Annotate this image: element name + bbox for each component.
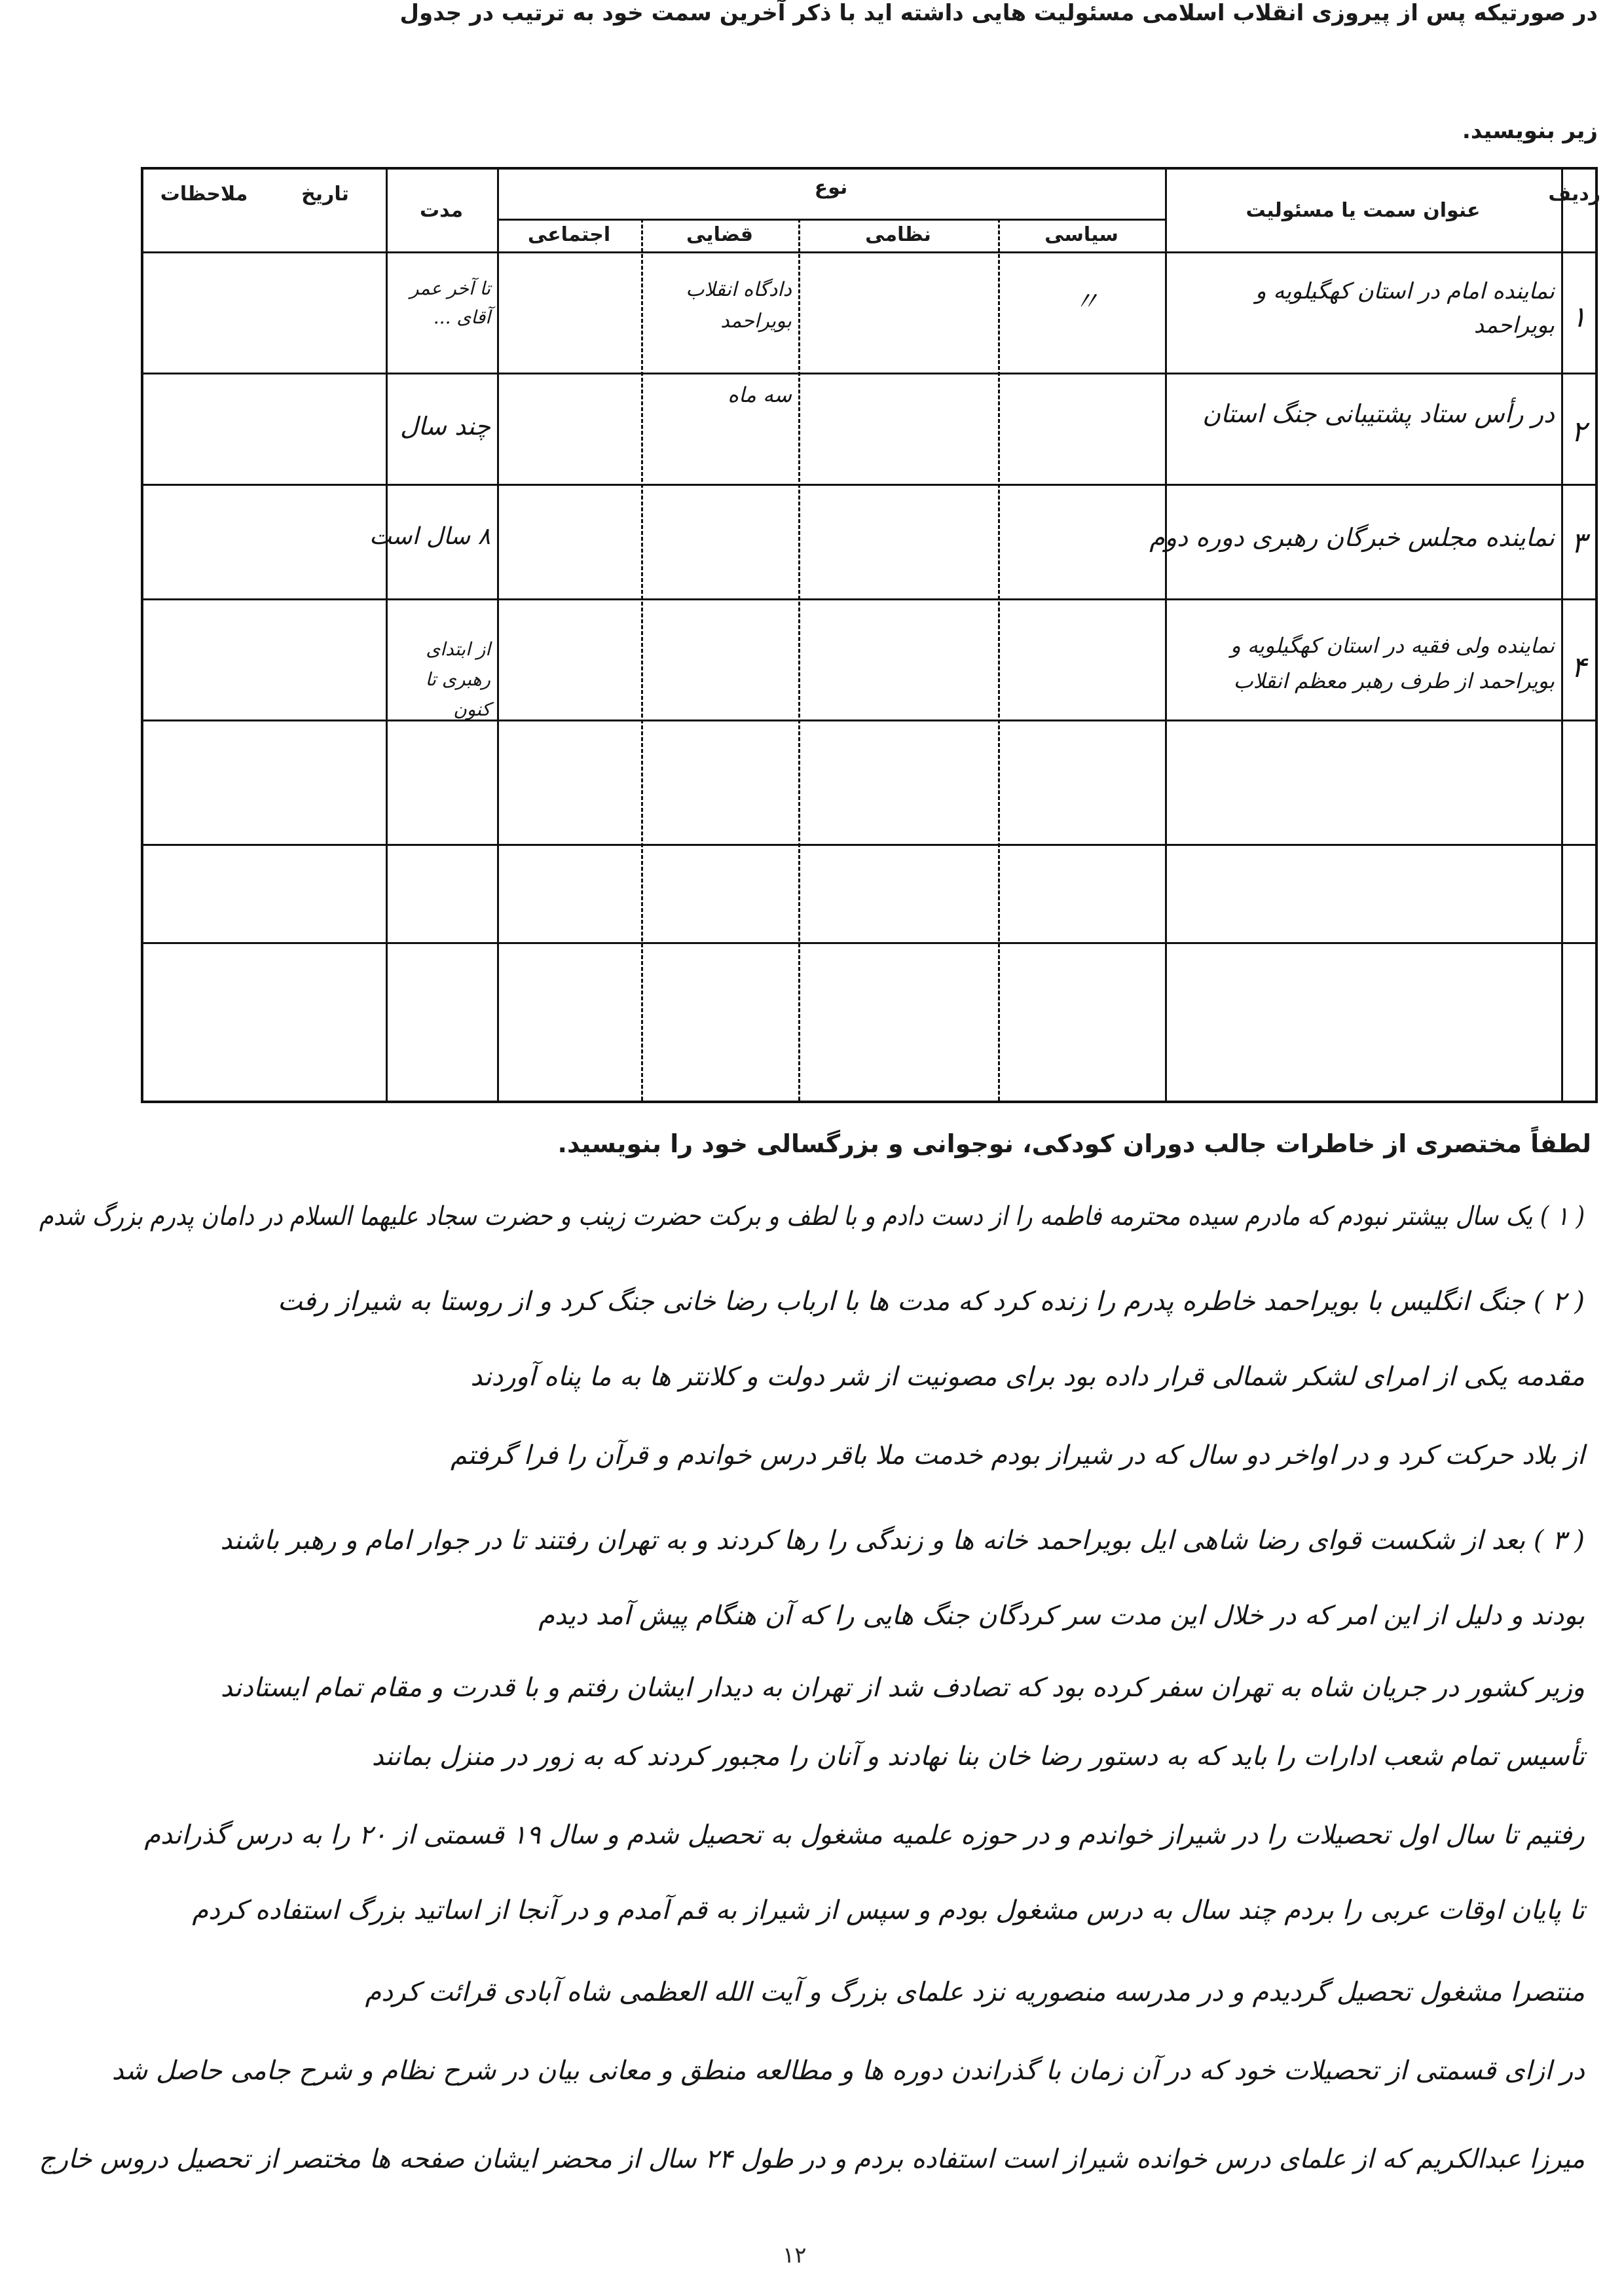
header-row-no: ردیف (1548, 183, 1600, 206)
row-duration: ۸ سال است (369, 523, 490, 550)
memoir-line: ( ۱ ) یک سال بیشتر نبودم که مادرم سیده محترمه فاطمه را از دست دادم و با لطف و برکت حضرت زینب و حضرت سجاد علیهما السلام در دامان پدرم بزرگ شدم (39, 1201, 1585, 1231)
memoir-line: از بلاد حرکت کرد و در اواخر دو سال که در شیراز بودم خدمت ملا باقر درس خواندم و قرآن را فرا گرفتم (450, 1440, 1585, 1470)
memoir-line: بودند و دلیل از این امر که در خلال این مدت سر کردگان جنگ هایی را که آن هنگام پیش آمد دیدم (538, 1601, 1585, 1631)
header-date: تاریخ (301, 183, 349, 206)
row-duration: تا آخر عمر آقای ... (409, 278, 490, 328)
type-header-divider (497, 219, 1165, 221)
memoir-line: ( ۲ ) جنگ انگلیس با بویراحمد خاطره پدرم را زنده کرد که مدت ها با ارباب رضا خانی جنگ کرد و از روستا به شیراز رفت (277, 1286, 1585, 1317)
row-title: نماینده ولی فقیه در استان کهگیلویه و بویراحمد از طرف رهبر معظم انقلاب (1230, 633, 1555, 693)
header-judicial: قضایی (686, 223, 754, 246)
row-title: نماینده مجلس خبرگان رهبری دوره دوم (1149, 523, 1555, 552)
memoir-line: ( ۳ ) بعد از شکست قوای رضا شاهی ایل بویراحمد خانه ها و زندگی را رها کردند و به تهران رفتند تا در جوار امام و رهبر باشند (220, 1525, 1585, 1556)
column-divider (1561, 170, 1563, 1101)
row-divider (143, 844, 1595, 846)
row-divider (143, 373, 1595, 374)
column-divider (386, 170, 388, 1101)
column-divider-dashed (998, 219, 1000, 1101)
row-duration: چند سال (399, 412, 490, 441)
column-divider (497, 170, 499, 1101)
row-number: ۲ (1571, 415, 1587, 448)
memoir-line: میرزا عبدالکریم که از علمای درس خوانده شیراز است استفاده بردم و در طول ۲۴ سال از محضر ایشان صفحه ها مختصر از تحصیل دروس خارج (39, 2144, 1585, 2174)
header-military: نظامی (865, 223, 931, 246)
header-remarks: ملاحظات (160, 183, 248, 206)
memoir-line: رفتیم تا سال اول تحصیلات را در شیراز خواندم و در حوزه علمیه مشغول به تحصیل شدم و سال ۱۹ قسمتی از ۲۰ را به درس گذراندم (144, 1820, 1585, 1850)
header-social: اجتماعی (527, 223, 611, 246)
header-type: نوع (814, 176, 848, 199)
column-divider (1165, 170, 1167, 1101)
row-duration: از ابتدای رهبری تا کنون (425, 638, 490, 720)
row-title: در رأس ستاد پشتیبانی جنگ استان (1202, 399, 1555, 428)
row-number: ۱ (1571, 301, 1587, 334)
page-number: ۱۲ (783, 2242, 807, 2269)
row-judicial: سه ماه (728, 382, 792, 407)
header-title: عنوان سمت یا مسئولیت (1246, 199, 1481, 222)
column-divider-dashed (641, 219, 643, 1101)
memoir-line: وزیر کشور در جریان شاه به تهران سفر کرده بود که تصادف شد از تهران به دیدار ایشان رفتم و با قدرت و مقام تمام ایستادند (220, 1673, 1585, 1703)
memoir-line: مقدمه یکی از امرای لشکر شمالی قرار داده بود برای مصونیت از شر دولت و کلانتر ها به ما پناه آوردند (470, 1362, 1585, 1392)
memoir-line: تا پایان اوقات عربی را بردم چند سال به درس مشغول بودم و سپس از شیراز به قم آمدم و در آنجا از اساتید بزرگ استفاده کردم (192, 1895, 1585, 1925)
row-number: ۴ (1571, 651, 1587, 684)
row-divider (143, 942, 1595, 944)
header-instruction-line-1: در صورتیکه پس از پیروزی انقلاب اسلامی مسئولیت هایی داشته اید با ذکر آخرین سمت خود به ترتیب در جدول (399, 0, 1598, 26)
memoir-line: تأسیس تمام شعب ادارات را باید که به دستور رضا خان بنا نهادند و آنان را مجبور کردند که به زور در منزل بمانند (371, 1741, 1585, 1772)
row-divider (143, 598, 1595, 600)
row-judicial: دادگاه انقلاب بویراحمد (686, 278, 792, 333)
row-political: 〃 (1073, 287, 1099, 317)
row-number: ۳ (1571, 526, 1587, 560)
memoir-prompt: لطفاً مختصری از خاطرات جالب دوران کودکی، نوجوانی و بزرگسالی خود را بنویسید. (557, 1129, 1591, 1158)
row-divider (143, 720, 1595, 721)
header-political: سیاسی (1044, 223, 1118, 246)
row-title: نماینده امام در استان کهگیلویه و بویراحمد (1255, 278, 1555, 338)
header-row-divider (143, 251, 1595, 253)
row-divider (143, 484, 1595, 486)
header-duration: مدت (419, 199, 464, 222)
memoir-line: در ازای قسمتی از تحصیلات خود که در آن زمان با گذراندن دوره ها و مطالعه منطق و معانی بیان در شرح نظام و شرح جامی حاصل شد (111, 2056, 1585, 2086)
responsibilities-table (141, 167, 1598, 1103)
header-instruction-line-2: زیر بنویسید. (1462, 118, 1598, 144)
column-divider-dashed (798, 219, 800, 1101)
memoir-line: منتصرا مشغول تحصیل گردیدم و در مدرسه منصوریه نزد علمای بزرگ و آیت الله العظمی شاه آبادی قرائت کردم (365, 1977, 1585, 2007)
